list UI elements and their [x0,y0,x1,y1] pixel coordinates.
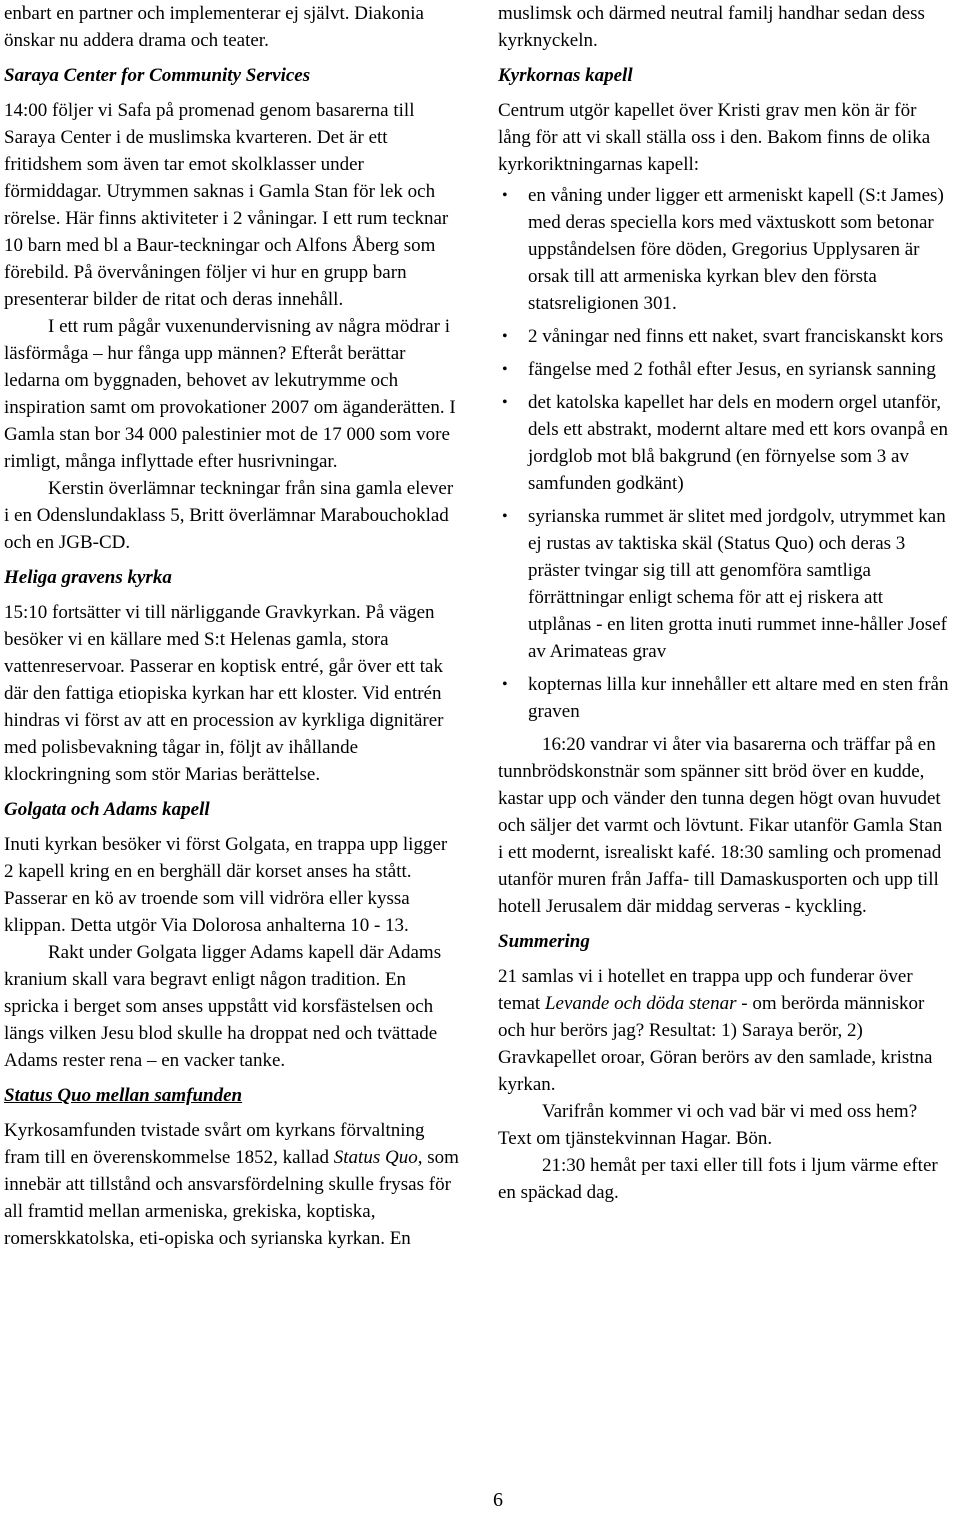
paragraph: I ett rum pågår vuxenundervisning av några mödrar i läsförmåga – hur fånga upp männen? Efteråt berättar ledarna om byggnaden, behovet av lekutrymme och inspiration samt om provokationer 2007 om äganderätten. I Gamla stan bor 34 000 palestinier mot de 17 000 som vore rimligt, många inflyttade efter husrivningar. [4,316,456,472]
paragraph: 15:10 fortsätter vi till närliggande Gravkyrkan. På vägen besöker vi en källare med S:t Helenas gamla, stora vattenreservoar. Passerar en koptisk entré, går över ett tak där den fattiga etiopiska kyrkan har ett kloster. Vid entrén hindras vi först av att en procession av kyrkliga dignitärer med polisbevakning tågar in, följt av ihållande klockringning som stör Marias berättelse. [4,602,444,785]
paragraph: 16:20 vandrar vi åter via basarerna och träffar på en tunnbrödskonstnär som spänner sitt bröd över en kudde, kastar upp och vänder den tunna degen högt ovan huvudet och säljer det varmt och lövtunt. Fikar utanför Gamla Stan i ett modernt, isrealiskt kafé. 18:30 samling och promenad utanför muren från Jaffa- till Damaskusporten och upp till hotell Jerusalem där middag serveras - kyckling. [498,734,943,917]
list-item-text: en våning under ligger ett armeniskt kapell (S:t James) med deras speciella kors med växtuskott som betonar uppståndelsen före döden, Gregorius Upplysaren är orsak till att armeniska kyrkan blev den första statsreligionen 301. [528,185,944,314]
section-heading-golgata: Golgata och Adams kapell [4,799,210,820]
text-run: Kyrkosamfunden tvistade svårt om kyrkans förvaltning fram till en överenskommelse 1852, kallad [4,1120,425,1168]
bullet-icon: • [502,328,508,345]
text-run: - om berörda människor och hur berörs jag? Resultat: 1) Saraya berör, 2) Gravkapellet oroar, Göran berörs av den samlade, kristna kyrkan. [498,993,933,1095]
list-item-text: 2 våningar ned finns ett naket, svart franciskanskt kors [528,326,944,347]
bullet-icon: • [502,394,508,411]
bullet-icon: • [502,361,508,378]
paragraph: Kerstin överlämnar teckningar från sina gamla elever i en Odenslundaklass 5, Britt överlämnar Marabouchoklad och en JGB-CD. [4,478,454,553]
paragraph: Centrum utgör kapellet över Kristi grav men kön är för lång för att vi skall ställa oss i den. Bakom finns de olika kyrkoriktningarnas kapell: [498,100,931,175]
section-heading-status-quo: Status Quo mellan samfunden [4,1085,243,1106]
chapel-list [498,182,950,725]
section-heading-summering: Summering [498,931,590,952]
paragraph-status-quo [4,1117,459,1252]
list-item [498,671,950,725]
list-item-text: fängelse med 2 fothål efter Jesus, en syriansk sanning [528,359,936,380]
section-heading-kyrkornas-kapell: Kyrkornas kapell [498,65,633,86]
bullet-icon: • [502,676,508,693]
list-item [498,323,950,350]
paragraph: 21:30 hemåt per taxi eller till fots i ljum värme efter en späckad dag. [498,1155,938,1203]
paragraph: enbart en partner och implementerar ej självt. Diakonia önskar nu addera drama och teater. [4,3,424,51]
list-item [498,182,950,317]
page-number: 6 [493,1489,503,1511]
emphasis-status-quo: Status Quo [333,1147,418,1168]
bullet-icon: • [502,187,508,204]
section-heading-saraya: Saraya Center for Community Services [4,65,311,86]
right-column [498,0,950,1206]
list-item [498,356,950,383]
paragraph: Inuti kyrkan besöker vi först Golgata, en trappa upp ligger 2 kapell kring en en berghäll där korset anses ha stått. Passerar en kö av troende som vill vidröra eller kyssa klippan. Detta utgör Via Dolorosa anhalterna 10 - 13. [4,834,448,936]
text-run: 21 samlas vi i hotellet en trappa upp och funderar över temat [498,966,913,1014]
list-item-text: det katolska kapellet har dels en modern orgel utanför, dels ett abstrakt, modernt altare med ett kors ovanpå en jordglob mot blå bakgrund (en förnyelse som 3 av samfunden godkänt) [528,392,948,494]
list-item [498,389,950,497]
emphasis-theme: Levande och döda stenar [544,993,737,1014]
paragraph-summering [498,963,950,1098]
paragraph: muslimsk och därmed neutral familj handhar sedan dess kyrknyckeln. [498,3,925,51]
left-column [4,0,459,1252]
section-heading-heliga-gravens-kyrka: Heliga gravens kyrka [4,567,172,588]
list-item-text: syrianska rummet är slitet med jordgolv, utrymmet kan ej rustas av taktiska skäl (Status Quo) och deras 3 präster tvingar sig till att genomföra samtliga förrättningar enligt schema för att ej riskera att utplånas - en liten grotta inuti rummet inne-håller Josef av Arimateas grav [528,506,947,662]
list-item-text: kopternas lilla kur innehåller ett altare med en sten från graven [528,674,949,722]
list-item [498,503,950,665]
paragraph: Rakt under Golgata ligger Adams kapell där Adams kranium skall vara begravt enligt någon tradition. En spricka i berget som anses uppstått vid korsfästelsen och längs vilken Jesu blod skulle ha droppat ned och tvättade Adams rester rena – en vacker tanke. [4,942,442,1071]
text-run: , som innebär att tillstånd och ansvarsfördelning skulle frysas för all framtid mellan armeniska, grekiska, koptiska, romerskkatolska, eti-opiska och syrianska kyrkan. En [4,1147,459,1249]
paragraph: Varifrån kommer vi och vad bär vi med oss hem? Text om tjänstekvinnan Hagar. Bön. [498,1101,918,1149]
bullet-icon: • [502,508,508,525]
paragraph: 14:00 följer vi Safa på promenad genom basarerna till Saraya Center i de muslimska kvarteren. Det är ett fritidshem som även tar emot skolklasser under förmiddagar. Utrymmen saknas i Gamla Stan för lek och rörelse. Här finns aktiviteter i 2 våningar. I ett rum tecknar 10 barn med bl a Baur-teckningar och Alfons Åberg som förebild. På övervåningen följer vi hur en grupp barn presenterar bilder de ritat och deras innehåll. [4,100,449,310]
